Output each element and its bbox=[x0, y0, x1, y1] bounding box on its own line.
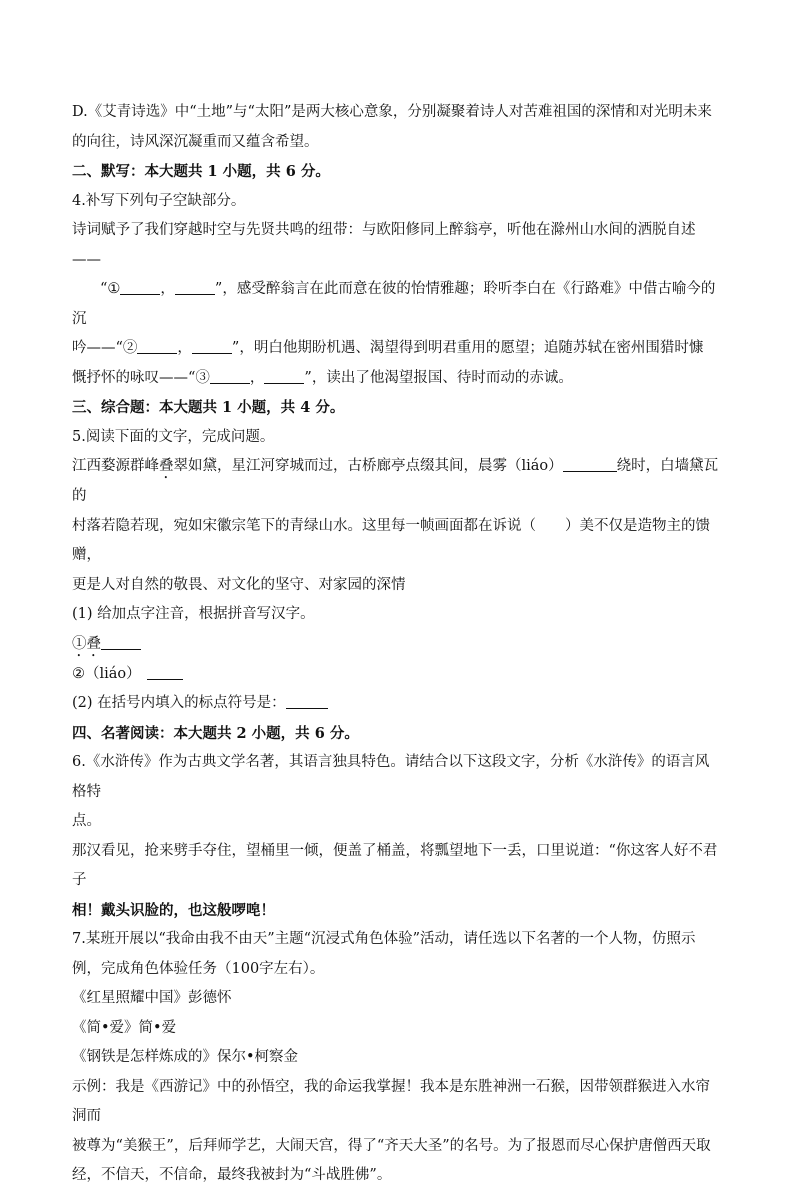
q7-example-line3: 经，不信天，不信命，最终我被封为“斗战胜佛”。 bbox=[72, 1167, 392, 1183]
section-3-title: 三、综合题：本大题共 1 小题，共 4 分。 bbox=[72, 399, 345, 416]
q5-passage-blank[interactable] bbox=[563, 455, 617, 472]
q3-option-d-line1: D.《艾青诗选》中“土地”与“太阳”是两大核心意象，分别凝聚着诗人对苦难祖国的深情和对光明未来 bbox=[72, 104, 712, 120]
q4-comma-2: ， bbox=[177, 340, 192, 356]
section-4-title: 四、名著阅读：本大题共 2 小题，共 6 分。 bbox=[72, 724, 359, 742]
q4-comma-1: ， bbox=[160, 281, 175, 297]
q4-passage-line2-rest: ”，感受醉翁言在此而意在彼的怡情雅趣；聆听李白在《行路难》中借古喻今的沉 bbox=[72, 281, 716, 327]
q7-line1: 7.某班开展以“我命由我不由天”主题“沉浸式角色体验”活动，请任选以下名著的一个人物，仿照示 bbox=[72, 931, 696, 947]
q7-example-line2: 被尊为“美猴王”，后拜师学艺，大闹天宫，得了“齐天大圣”的名号。为了报恩而尽心保护唐僧西天取 bbox=[72, 1137, 711, 1154]
q5-sub1-a bbox=[72, 630, 722, 660]
q4-passage-line3 bbox=[72, 334, 722, 364]
q4-blank-2a[interactable] bbox=[137, 337, 177, 354]
q4-blank-3a[interactable] bbox=[210, 367, 250, 384]
q5-passage-line1 bbox=[72, 452, 722, 512]
q4-blank-1b[interactable] bbox=[175, 278, 215, 295]
q4-blank-3b[interactable] bbox=[264, 367, 304, 384]
q4-title: 4.补写下列句子空缺部分。 bbox=[72, 192, 246, 209]
document-page bbox=[72, 98, 722, 1191]
q5-passage-start: 江西婺源群峰 bbox=[72, 458, 159, 474]
q5-passage-line2: 村落若隐若现，宛如宋徽宗笔下的青绿山水。这里每一帧画面都在诉说（ ）美不仅是造物主的馈赠， bbox=[72, 517, 710, 563]
q5-dotted-char: 叠 bbox=[159, 458, 174, 474]
q4-blank2-prefix: 吟——“② bbox=[72, 340, 138, 356]
q7-option-3: 《钢铁是怎样炼成的》保尔•柯察金 bbox=[72, 1049, 299, 1065]
q4-blank-1a[interactable] bbox=[120, 278, 160, 295]
q7-line2: 例，完成角色体验任务（100字左右）。 bbox=[72, 960, 325, 977]
q5-sub2-label: (2) 在括号内填入的标点符号是： bbox=[72, 695, 286, 711]
q5-passage-line3: 更是人对自然的敬畏、对文化的坚守、对家园的深情 bbox=[72, 576, 406, 593]
q5-sub1-b-blank[interactable] bbox=[147, 663, 183, 680]
q6-line2: 点。 bbox=[72, 813, 101, 829]
q7-example-line1: 示例：我是《西游记》中的孙悟空，我的命运我掌握！我本是东胜神洲一石猴，因带领群猴进入水帘洞而 bbox=[72, 1078, 710, 1124]
q3-option-d-line2: 的向往，诗风深沉凝重而又蕴含希望。 bbox=[72, 133, 319, 150]
q5-passage-mid: 翠如黛，星江河穿城而过，古桥廊亭点缀其间，晨雾（liáo） bbox=[173, 458, 563, 474]
q6-line1: 6.《水浒传》作为古典文学名著，其语言独具特色。请结合以下这段文字，分析《水浒传》的语言风格特 bbox=[72, 754, 710, 800]
section-2-title: 二、默写：本大题共 1 小题，共 6 分。 bbox=[72, 163, 330, 180]
q6-quote-line2: 相！戴头识脸的，也这般啰唣！ bbox=[72, 901, 275, 919]
q5-sub1-b bbox=[72, 660, 722, 690]
q5-sub1-a-blank[interactable] bbox=[101, 633, 141, 650]
q4-comma-3: ， bbox=[249, 369, 265, 386]
q4-passage-line1: 诗词赋予了我们穿越时空与先贤共鸣的纽带：与欧阳修同上醉翁亭，听他在滁州山水间的洒脱自述—— bbox=[72, 222, 696, 268]
q5-sub1-a-label: ①叠 bbox=[72, 635, 101, 652]
q7-option-1: 《红星照耀中国》彭德怀 bbox=[72, 990, 232, 1006]
q5-passage-end: 绕时，白墙黛瓦的 bbox=[72, 458, 719, 504]
q5-sub1-b-label: ②（liáo） bbox=[72, 665, 141, 682]
q7-option-2: 《简•爱》简•爱 bbox=[72, 1019, 177, 1036]
q4-passage-line2 bbox=[72, 275, 722, 334]
q5-sub1: (1) 给加点字注音，根据拼音写汉字。 bbox=[72, 606, 315, 622]
q4-blank1-prefix: “① bbox=[100, 281, 121, 297]
q4-blank3-prefix: 慨抒怀的咏叹——“③ bbox=[72, 369, 210, 386]
q4-blank-2b[interactable] bbox=[192, 337, 232, 354]
q6-quote-line1: 那汉看见，抢来劈手夺住，望桶里一倾，便盖了桶盖，将瓢望地下一丢，口里说道：“你这客人好不君子 bbox=[72, 842, 718, 888]
q4-passage-line3-rest: ”，明白他期盼机遇、渴望得到明君重用的愿望；追随苏轼在密州围猎时慷 bbox=[231, 340, 704, 356]
q4-passage-line4 bbox=[72, 364, 722, 394]
q5-sub2 bbox=[72, 689, 722, 719]
q5-title: 5.阅读下面的文字，完成问题。 bbox=[72, 428, 275, 445]
q5-sub2-blank[interactable] bbox=[286, 692, 328, 709]
q4-passage-line4-rest: ”，读出了他渴望报国、待时而动的赤诚。 bbox=[304, 369, 573, 386]
